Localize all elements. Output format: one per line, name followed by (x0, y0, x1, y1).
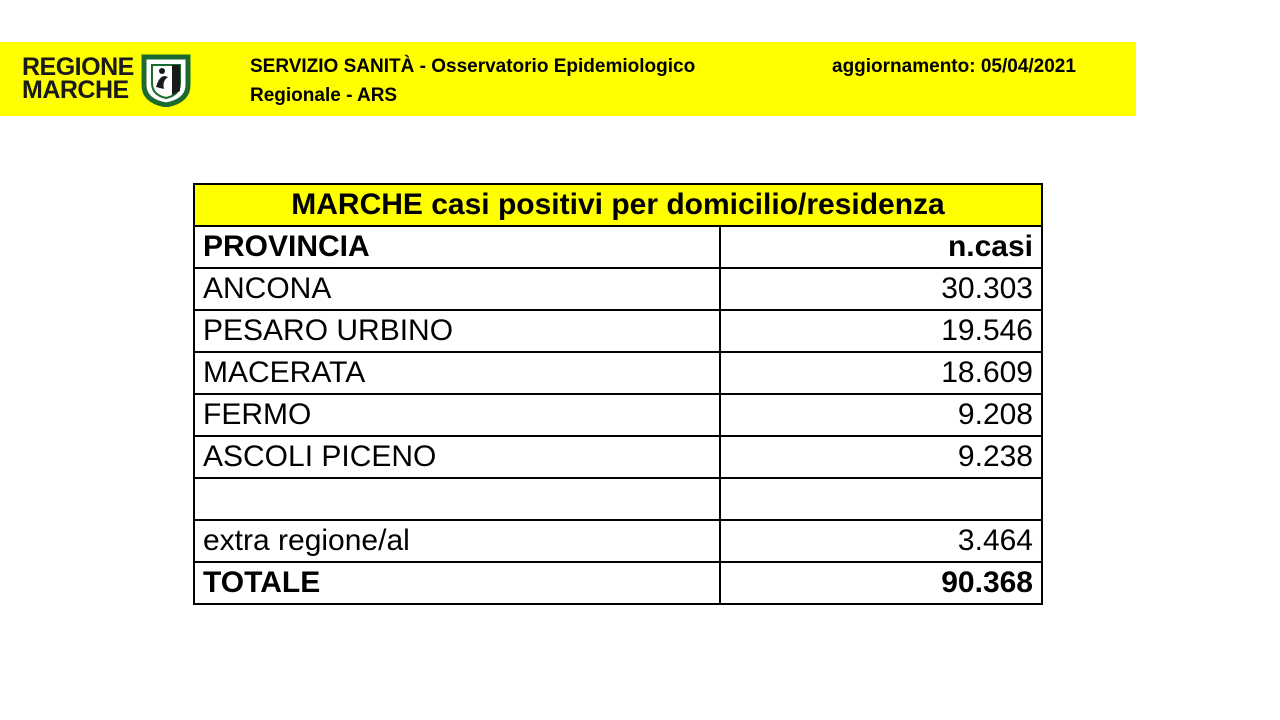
province-cases: 19.546 (720, 310, 1042, 352)
province-cases: 3.464 (720, 520, 1042, 562)
province-cases: 30.303 (720, 268, 1042, 310)
column-header-cases: n.casi (720, 226, 1042, 268)
province-cases: 9.238 (720, 436, 1042, 478)
table-title-row (194, 184, 1042, 226)
column-header-province: PROVINCIA (194, 226, 720, 268)
logo-line-1: REGIONE (22, 53, 134, 81)
table-row (194, 394, 1042, 436)
total-value: 90.368 (720, 562, 1042, 604)
cases-table (193, 183, 1043, 605)
service-line-1: SERVIZIO SANITÀ - Osservatorio Epidemiologico (250, 56, 696, 77)
province-name: FERMO (194, 394, 720, 436)
table-row (194, 310, 1042, 352)
table-row (194, 268, 1042, 310)
service-line-2: Regionale - ARS (250, 85, 398, 106)
logo-line-2: MARCHE (22, 76, 129, 104)
table-header-row (194, 226, 1042, 268)
province-cases (720, 478, 1042, 520)
province-name: PESARO URBINO (194, 310, 720, 352)
province-name: ASCOLI PICENO (194, 436, 720, 478)
table-row (194, 352, 1042, 394)
province-cases: 9.208 (720, 394, 1042, 436)
table-row (194, 436, 1042, 478)
regione-marche-emblem-icon (138, 51, 194, 107)
update-date: aggiornamento: 05/04/2021 (832, 56, 1076, 77)
service-title (250, 52, 695, 110)
table-title: MARCHE casi positivi per domicilio/residenza (194, 184, 1042, 226)
province-name: ANCONA (194, 268, 720, 310)
province-name (194, 478, 720, 520)
table-total-row (194, 562, 1042, 604)
province-cases: 18.609 (720, 352, 1042, 394)
total-label: TOTALE (194, 562, 720, 604)
table-row-empty (194, 478, 1042, 520)
regione-marche-logo (22, 54, 194, 104)
table-row (194, 520, 1042, 562)
province-name: extra regione/al (194, 520, 720, 562)
province-name: MACERATA (194, 352, 720, 394)
header-banner (0, 42, 1136, 116)
